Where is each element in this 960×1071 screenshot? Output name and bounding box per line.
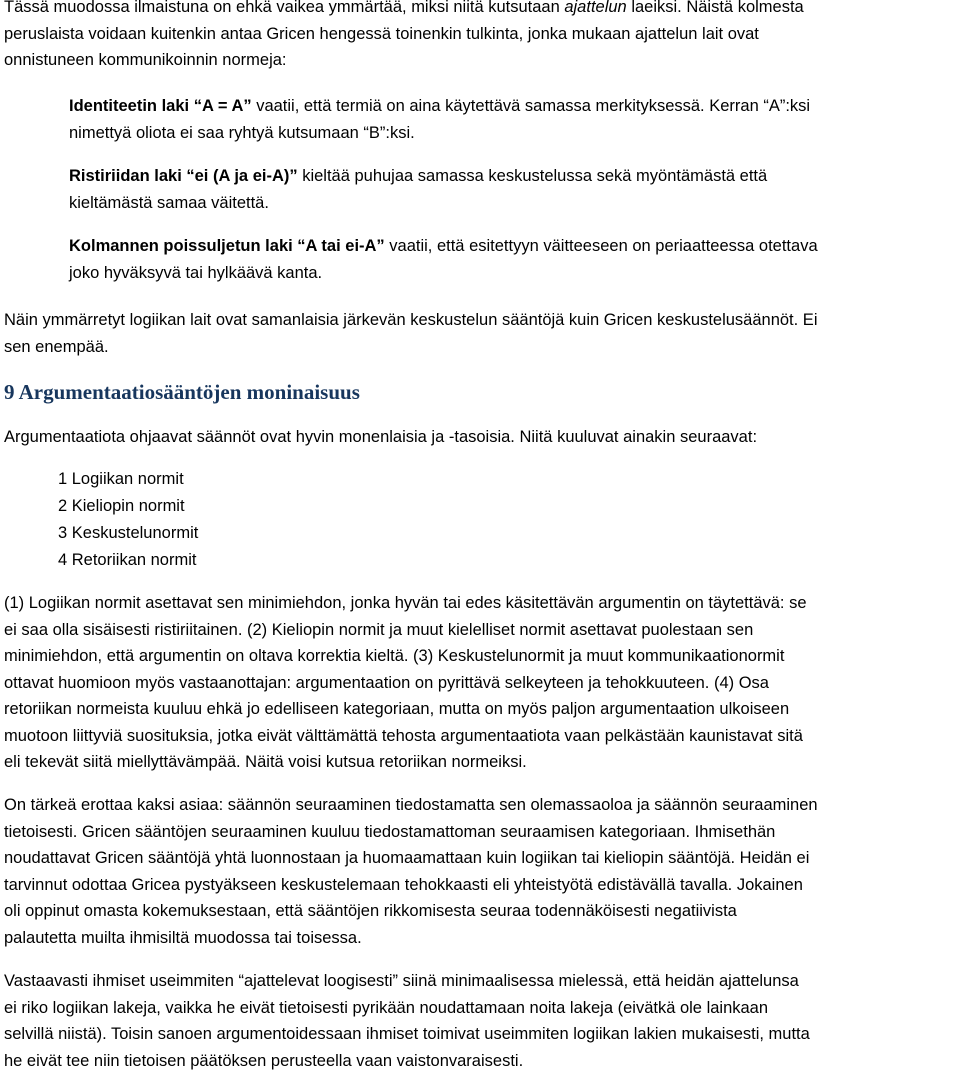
paragraph-line: sen enempää. <box>4 337 109 356</box>
law-text: nimettyä oliota ei saa ryhtyä kutsumaan “B”:ksi. <box>69 123 415 142</box>
norms-list <box>58 466 198 574</box>
list-item: 4 Retoriikan normit <box>58 551 197 569</box>
rule-following-paragraph <box>4 792 959 951</box>
paragraph-line: On tärkeä erottaa kaksi asiaa: säännön seuraaminen tiedostamatta sen olemassaoloa ja säännön seuraaminen <box>4 796 818 814</box>
paragraph-line: eli tekevät siitä miellyttävämpää. Näitä voisi kutsua retoriikan normeiksi. <box>4 753 527 771</box>
law-title: Identiteetin laki “A = A” <box>69 97 252 115</box>
intro-paragraph: Argumentaatiota ohjaavat säännöt ovat hyvin monenlaisia ja -tasoisia. Niitä kuuluvat ainakin seuraavat: <box>4 428 758 446</box>
lead-line-2: peruslaista voidaan kuitenkin antaa Gricen hengessä toinenkin tulkinta, jonka mukaan ajattelun lait ovat <box>4 24 759 43</box>
paragraph-line: Näin ymmärretyt logiikan lait ovat samanlaisia järkevän keskustelun sääntöjä kuin Gricen keskustelusäännöt. Ei <box>4 311 818 329</box>
norms-explanation-paragraph <box>4 590 959 776</box>
section-heading: 9 Argumentaatiosääntöjen moninaisuus <box>4 380 360 404</box>
paragraph-line: tietoisesti. Gricen sääntöjen seuraaminen kuuluu tiedostamattoman seuraamisen kategoriaan. Ihmisethän <box>4 822 776 841</box>
paragraph-line: retoriikan normeista kuuluu ehkä jo edelliseen kategoriaan, mutta on myös paljon argumentaation ulkoiseen <box>4 700 790 718</box>
lead-text-end: laeiksi. Näistä kolmesta <box>626 0 804 16</box>
list-item: 3 Keskustelunormit <box>58 524 199 542</box>
paragraph-line: he eivät tee niin tietoisen päätöksen perusteella vaan vaistonvaraisesti. <box>4 1051 524 1070</box>
paragraph-line: ottavat huomioon myös vastaanottajan: argumentaation on pyrittävä selkeyteen ja tehokkuuteen. (4) Osa <box>4 673 769 692</box>
conclusion-paragraph <box>4 307 959 360</box>
list-item: 2 Kieliopin normit <box>58 497 185 515</box>
contradiction-law <box>69 163 959 216</box>
law-text: joko hyväksyvä tai hylkäävä kanta. <box>69 263 323 282</box>
paragraph-line: (1) Logiikan normit asettavat sen minimiehdon, jonka hyvän tai edes käsitettävän argumentin on täytettävä: se <box>4 594 807 612</box>
lead-line-1 <box>4 0 959 21</box>
paragraph-line: muotoon liittyviä suosituksia, jotka eivät välttämättä tehosta argumentaatiota vaan pelkästään kaunistavat sitä <box>4 726 803 745</box>
lead-text: Tässä muodossa ilmaistuna on ehkä vaikea ymmärtää, miksi niitä kutsutaan <box>4 0 565 16</box>
paragraph-line: minimiehdon, että argumentin on oltava korrektia kieltä. (3) Keskustelunormit ja muut kommunikaationormit <box>4 647 785 665</box>
law-text: vaatii, että termiä on aina käytettävä samassa merkityksessä. Kerran “A”:ksi <box>251 97 811 115</box>
excluded-middle-law <box>69 233 959 286</box>
law-title: Ristiriidan laki “ei (A ja ei-A)” <box>69 167 298 185</box>
lead-emphasis: ajattelun <box>564 0 627 16</box>
paragraph-line: ei riko logiikan lakeja, vaikka he eivät tietoisesti pyrikään noudattamaan noita lakeja (eivätkä ole lainkaan <box>4 998 769 1017</box>
law-text: kieltää puhujaa samassa keskustelussa sekä myöntämästä että <box>297 167 768 185</box>
paragraph-line: ei saa olla sisäisesti ristiriitainen. (2) Kieliopin normit ja muut kielelliset normit asettavat puolestaan sen <box>4 620 754 639</box>
paragraph-line: tarvinnut odottaa Gricea pystyäkseen keskustelemaan tehokkaasti eli yhteistyötä edistävällä tavalla. Jokainen <box>4 875 803 894</box>
paragraph-line: Vastaavasti ihmiset useimmiten “ajattelevat loogisesti” siinä minimaalisessa mielessä, että heidän ajattelunsa <box>4 972 799 990</box>
paragraph-line: selvillä niistä). Toisin sanoen argumentoidessaan ihmiset toimivat useimmiten logiikan lakien mukaisesti, mutta <box>4 1025 810 1043</box>
law-text: kieltämästä samaa väitettä. <box>69 193 269 212</box>
lead-line-3: onnistuneen kommunikoinnin normeja: <box>4 51 287 69</box>
identity-law <box>69 93 959 146</box>
lead-paragraph <box>4 0 959 74</box>
paragraph-line: palautetta muilta ihmisiltä muodossa tai toisessa. <box>4 928 362 947</box>
list-item: 1 Logiikan normit <box>58 470 184 488</box>
law-text: vaatii, että esitettyyn väitteeseen on periaatteessa otettava <box>384 237 818 255</box>
logical-thinking-paragraph <box>4 968 959 1071</box>
paragraph-line: oli oppinut omasta kokemuksestaan, että sääntöjen rikkomisesta seuraa todennäköisesti negatiivista <box>4 902 737 920</box>
law-title: Kolmannen poissuljetun laki “A tai ei-A” <box>69 237 385 255</box>
paragraph-line: noudattavat Gricen sääntöjä yhtä luonnostaan ja huomaamattaan kuin logiikan tai kieliopin sääntöjä. Heidän ei <box>4 849 810 867</box>
